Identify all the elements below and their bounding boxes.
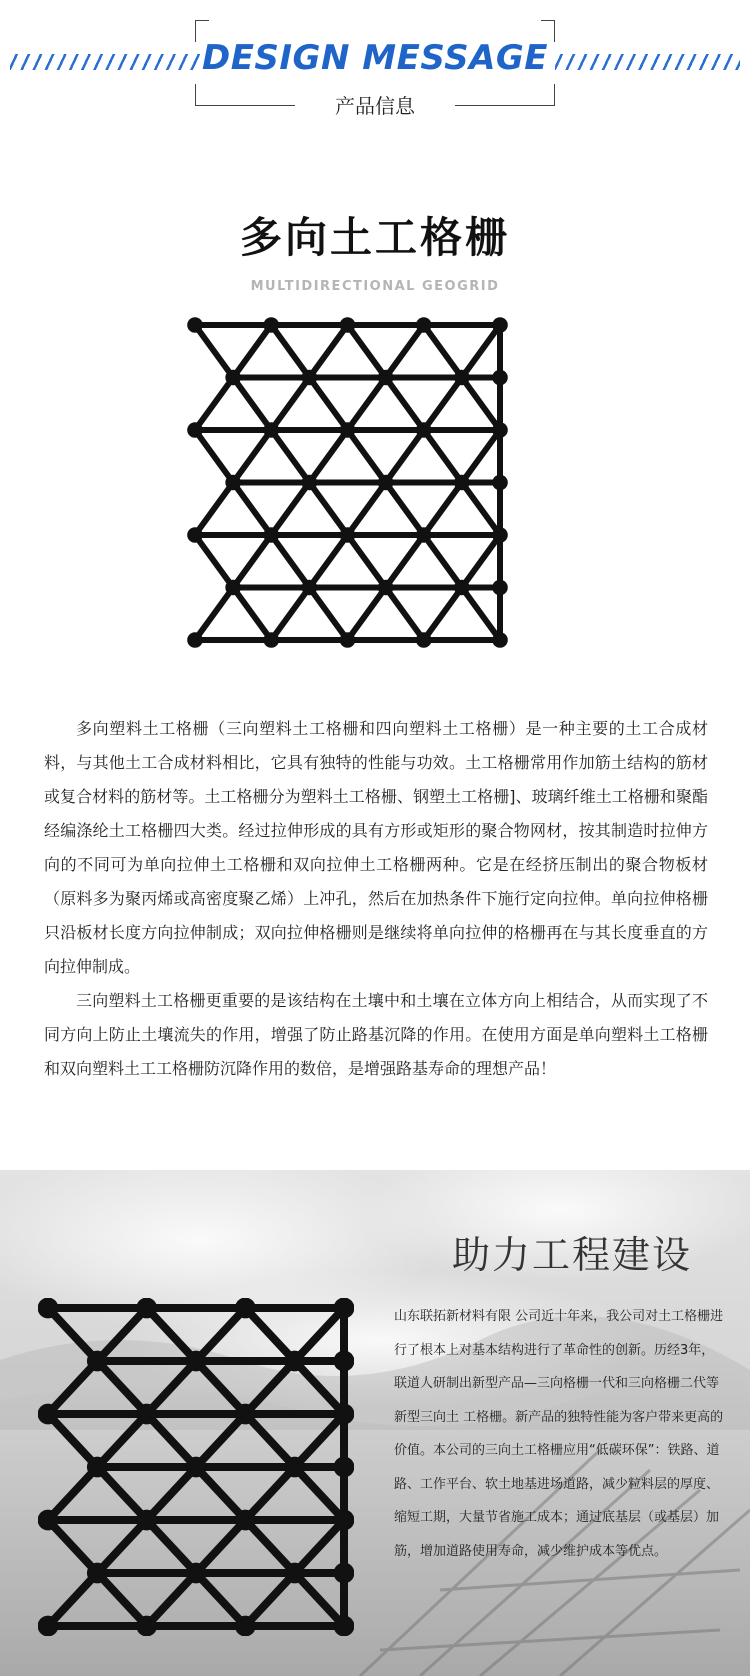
description-paragraph-2: 三向塑料土工格栅更重要的是该结构在土壤中和土壤在立体方向上相结合，从而实现了不同方向上防止土壤流失的作用，增强了防止路基沉降的作用。在使用方面是单向塑料土工格栅和双向塑料土工工格栅防沉降作用的数倍，是增强路基寿命的理想产品！ [44,991,708,1078]
section-header [0,0,750,130]
product-subtitle: MULTIDIRECTIONAL GEOGRID [250,279,500,294]
engineering-section [0,1170,750,1676]
company-description: 山东联拓新材料有限 公司近十年来，我公司对土工格栅进行了根本上对基本结构进行了革命性的创新。历经3年，联道人研制出新型产品—三向格栅一代和三向格栅二代等新型三向土 工格栅。新产品的独特性能为客户带来更高的价值。本公司的三向土工格栅应用“低碳环保”：铁路、道路、工作平台、软土地基进场道路，减少粒料层的厚度、缩短工期，大量节省施工成本；通过底基层（或基层）加筋，增加道路使用寿命，减少维护成本等优点。 [394,1309,724,1559]
engineering-title: 助力工程建设 [452,1233,693,1277]
product-title: 多向土工格栅 [239,213,510,262]
design-message-title: DESIGN MESSAGE [201,38,549,78]
geogrid-product-image [185,315,510,650]
description-paragraph-1: 多向塑料土工格栅（三向塑料土工格栅和四向塑料土工格栅）是一种主要的土工合成材料，与其他土工合成材料相比，它具有独特的性能与功效。土工格栅常用作加筋土结构的筋材或复合材料的筋材等。土工格栅分为塑料土工格栅、钢塑土工格栅]、玻璃纤维土工格栅和聚酯经编涤纶土工格栅四大类。经过拉伸形成的具有方形或矩形的聚合物网材，按其制造时拉伸方向的不同可为单向拉伸土工格栅和双向拉伸土工格栅两种。它是在经挤压制出的聚合物板材（原料多为聚丙烯或高密度聚乙烯）上冲孔，然后在加热条件下施行定向拉伸。单向拉伸格栅只沿板材长度方向拉伸制成；双向拉伸格栅则是继续将单向拉伸的格栅再在与其长度垂直的方向拉伸制成。 [44,719,708,976]
product-description [44,712,708,1086]
design-message-subtitle: 产品信息 [335,94,415,118]
geogrid-closeup-image [38,1298,354,1636]
